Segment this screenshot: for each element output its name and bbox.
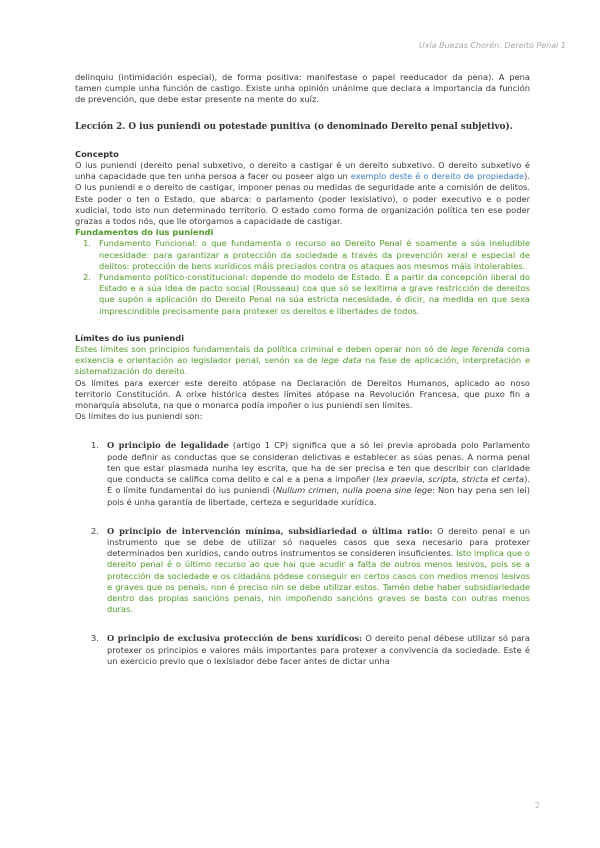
page-header: Uxía Buezas Chorén. Dereito Penal 1 xyxy=(418,41,566,50)
concepto-heading: Concepto xyxy=(75,148,119,159)
limites-green-paragraph: Estes límites son principios fundamentais da política criminal e deben operar non só de lege ferenda coma exixencia e orientación ao legislador penal, senón xa de lege data na fase de aplicación, interpretación e sistematización do dereito. xyxy=(75,344,531,377)
lesson-title: Lección 2. O ius puniendi ou potestade punitiva (o denominado Dereito penal subjetivo). xyxy=(75,121,513,132)
list-item: 2. O principio de intervención mínima, subsidiariedad o última ratio: O dereito penal e un instrumento que se debe de utilizar só naqueles casos que sexa necesario para protexer determinados ben xurídios, cando outros instrumentos se consideren insuficientes. Isto implica que o dereito penal é o último recurso ao que hai que acudir a falta de outros menos lesivos, pois se a protección da sociedade e os cidadáns pódese conseguir en certos casos con medios menos lesivos e graves que os penais, non é preciso nin se debe utilizar estos. Tamén debe haber subsidiariedade dentro das propias sancións penais, nin impoñendo sancións graves se basta con outras menos duras. xyxy=(91,525,530,615)
limites-section xyxy=(75,333,530,667)
document-body xyxy=(75,72,530,667)
principle-title: O principio de exclusiva protección de bens xurídicos: xyxy=(107,633,363,644)
limites-paragraph: Os límites para exercer este dereito atópase na Declaración de Dereitos Humanos, aplicado ao noso territorio Constitución. A orixe histórica destes límites atópase na Revolución Francesa, que puxo fin a monarquía absoluta, na que o monarca podía impoñer o ius puniendi sen límites. xyxy=(75,377,530,411)
list-item: 3. O principio de exclusiva protección de bens xurídicos: O dereito penal débese utilizar só para protexer os principios e valores máis importantes para protexer a convivencia da sociedade. Este é un exercicio previo que o lexislador debe facer antes de dictar unha xyxy=(91,633,530,666)
list-item: 1. Fundamento Funcional: o que fundamenta o recurso ao Dereito Penal é soamente a súa ineludible necesidade: para garantizar a protección da sociedade a través da prevención xeral e especial de delitos: protección de bens xurídicos máis preciados contra os ataques aos mesmos máis intolerables. xyxy=(83,238,530,271)
principios-list xyxy=(75,440,530,666)
concepto-paragraph: O ius puniendi (dereito penal subxetivo, o dereito a castigar é un dereito subxetivo. O dereito subxetivo é unha capacidade que ten unha persoa a facer ou poseer algo un exemplo deste é o dereito de propiedade). O ius puniendi e o dereito de castigar, imponer penas ou medidas de seguridade ante a comisión de delitos. Este poder o ten o Estado, que abarca: o parlamento (poder lexislativo), o poder executivo e o poder xudicial, todo isto nun determinado territorio. O estado como forma de organización política ten ese poder grazas a todos nós, que lle otorgamos a capacidade de castigar. xyxy=(75,160,530,227)
fundamentos-heading: Fundamentos do ius puniendi xyxy=(75,227,214,238)
principle-title: O principio de intervención mínima, subsidiariedad o última ratio: xyxy=(107,525,433,536)
page-number: 2 xyxy=(534,801,540,810)
list-item: 1. O principio de legalidade (artigo 1 CP) significa que a só lei previa aprobada polo Parlamento pode definir as conductas que se consideran delictivas e establecer as súas penas. A norma penal ten que estar plasmada nunha ley escrita, que ha de ser precisa e ten que describir con claridade que conducta se califica coma delito e cal e a pena a impoñer (lex praevia, scripta, stricta et certa). É o límite fundamental do ius puniendi (Nullum crimen, nulla poena sine lege: Non hay pena sen lei) pois é unha garantía de libertade, certeza e seguridade xurídica. xyxy=(91,440,530,507)
limites-heading: Límites do ius puniendi xyxy=(75,332,185,343)
fundamentos-list xyxy=(75,238,530,316)
intro-paragraph: delinquiu (intimidación especial), de forma positiva: manifestase o papel reeducador da pena). A pena tamen cumple unha función de castigo. Existe unha opinión unánime que declara a importancia da función de prevención, que debe estar presente na mente do xuíz. xyxy=(75,72,530,105)
list-item: 2. Fundamento político-constitucional: depende do modelo de Estado. É a partir da concepción liberal do Estado e a súa idea de pacto social (Rousseau) coa que só se lexitima a grave restricción de dereitos que supón a aplicación do Dereito Penal na súa estricta necesidade, é dicir, na medida en que sexa imprescindible precisamente para protexer os dereitos e libertades de todos. xyxy=(83,272,530,316)
concepto-section xyxy=(75,149,530,317)
limites-intro-line: Os límites do ius puniendi son: xyxy=(75,411,203,422)
principle-title: O principio de legalidade xyxy=(107,440,229,451)
example-link: exemplo deste é o dereito de propiedade xyxy=(350,171,525,182)
